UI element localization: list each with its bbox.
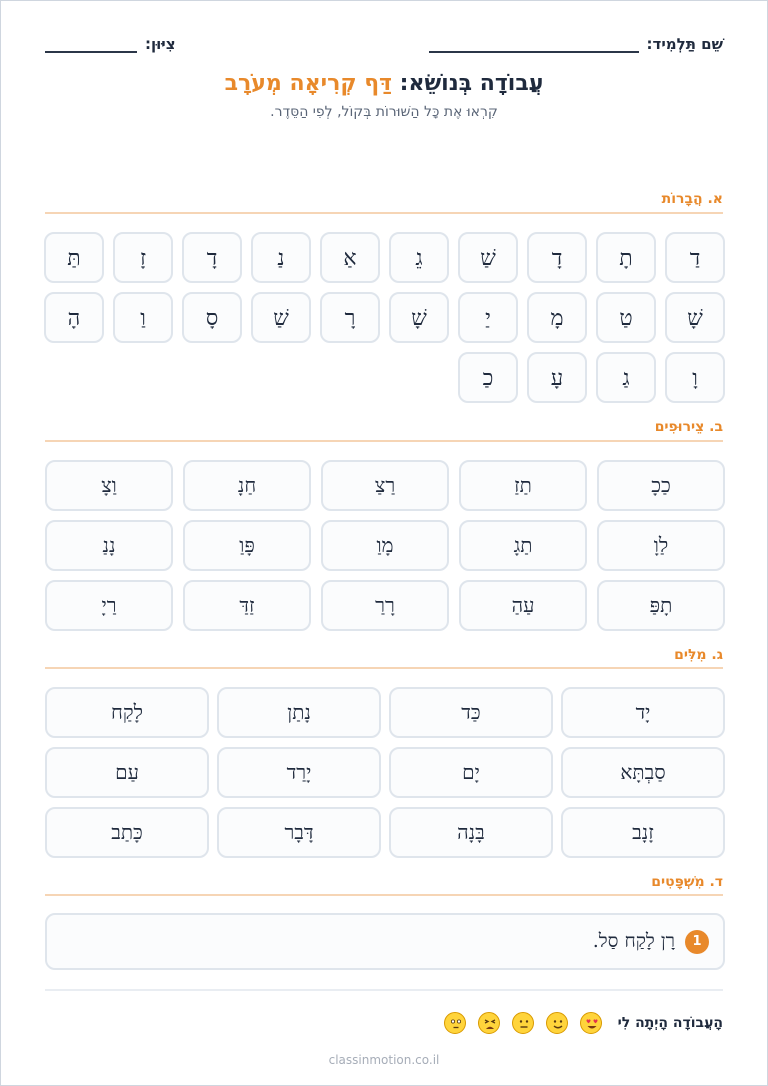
page-title [1,71,767,96]
word-tile: יָם [389,747,553,798]
combination-tile: כַכָ [597,460,725,511]
combos-grid [45,460,725,631]
flushed-emoji-icon[interactable] [444,1012,466,1034]
words-grid [45,687,725,858]
grade-label: צִיּוּן: [145,35,176,53]
tired-emoji-icon[interactable] [478,1012,500,1034]
combination-tile: וַצָ [45,460,173,511]
combination-tile: מָוַ [321,520,449,571]
header-row [45,35,723,59]
sentence-text: רָן לָקַח סַל. [592,930,675,952]
student-name-line[interactable] [429,35,639,53]
syllable-tile: גַ [596,352,656,403]
combination-tile: רָרַ [321,580,449,631]
syllable-tile: הָ [44,292,104,343]
word-tile: סַבְתָּא [561,747,725,798]
syllable-tile: שַׁ [251,292,311,343]
syllable-tile: וָ [665,352,725,403]
letters-grid [45,232,725,403]
smile-emoji-icon[interactable] [546,1012,568,1034]
combination-tile: חַנָ [183,460,311,511]
syllable-tile: דָ [527,232,587,283]
syllable-tile: עָ [527,352,587,403]
section-title-letters: א. הֲבָרוֹת [661,191,723,207]
word-tile: כַּד [389,687,553,738]
instructions: קִרְאוּ אֶת כָּל הַשּׁוּרוֹת בְּקוֹל, לְפִי הַסֵּדֶר. [270,104,498,120]
combination-tile: רַצַ [321,460,449,511]
section-divider [45,894,723,896]
word-tile: בָּנָה [389,807,553,858]
word-tile: יָרַד [217,747,381,798]
word-tile: יָד [561,687,725,738]
combination-tile: תָפַּ [597,580,725,631]
syllable-tile: יַ [458,292,518,343]
syllable-tile: רָ [320,292,380,343]
syllable-tile: נַ [251,232,311,283]
rating-row [444,1012,723,1034]
syllable-tile: שַׁ [458,232,518,283]
syllable-tile: סָ [182,292,242,343]
section-divider [45,667,723,669]
title-topic: דַּף קְרִיאָה מְעֹרָב [224,71,392,96]
combination-tile: פָּוַ [183,520,311,571]
combination-tile: תַגָ [459,520,587,571]
syllable-tile: אַ [320,232,380,283]
neutral-emoji-icon[interactable] [512,1012,534,1034]
word-tile: כָּתַב [45,807,209,858]
sentence-item [45,913,725,970]
combination-tile: תַזַ [459,460,587,511]
combination-tile: עַהַ [459,580,587,631]
heart-eyes-emoji-icon[interactable] [580,1012,602,1034]
word-tile: נָתַן [217,687,381,738]
syllable-tile: גֵ [389,232,449,283]
word-tile: דָּבָר [217,807,381,858]
section-title-sentences: ד. מִשְׁפָּטִים [651,874,723,890]
syllable-tile: תָ [596,232,656,283]
word-tile: לָקַח [45,687,209,738]
combination-tile: רַיָ [45,580,173,631]
syllable-tile: זָ [113,232,173,283]
student-name-field [429,35,723,53]
syllable-tile: דָ [182,232,242,283]
combination-tile: נָנַ [45,520,173,571]
syllable-tile: מָ [527,292,587,343]
grade-line[interactable] [45,35,137,53]
syllable-tile: שָׁ [389,292,449,343]
section-divider [45,440,723,442]
section-divider [45,212,723,214]
footer-divider [45,989,723,991]
combination-tile: זַדַּ [183,580,311,631]
syllable-tile: תַּ [44,232,104,283]
syllable-tile: כַ [458,352,518,403]
grade-field [45,35,176,53]
syllable-tile: דַ [665,232,725,283]
combination-tile: לַוָ [597,520,725,571]
syllable-tile: טַ [596,292,656,343]
section-title-combos: ב. צֵירוּפִים [654,419,723,435]
site-footer: classinmotion.co.il [328,1053,440,1067]
section-title-words: ג. מִלִּים [674,647,723,663]
rating-label: הָעֲבוֹדָה הָיְתָה לִי [617,1015,723,1031]
student-name-label: שֵׁם תַּלְמִיד: [646,35,723,53]
sentence-number-badge: 1 [685,930,709,954]
syllable-tile: וַ [113,292,173,343]
word-tile: עַם [45,747,209,798]
word-tile: זָנָב [561,807,725,858]
syllable-tile: שָׁ [665,292,725,343]
title-prefix: עֲבוֹדָה בְּנוֹשֵׂא: [399,71,544,96]
